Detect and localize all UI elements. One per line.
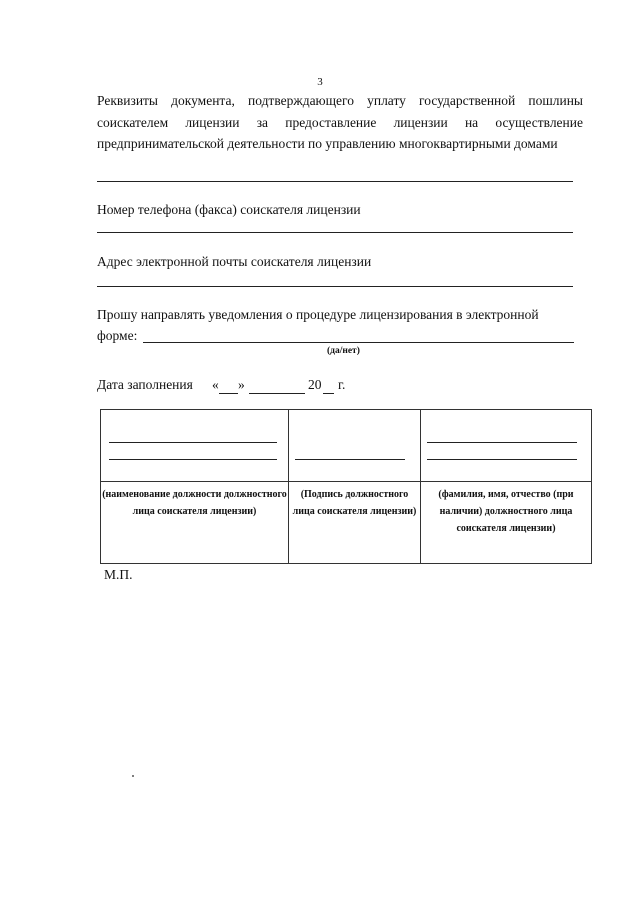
date-year-suffix: г. — [338, 377, 346, 392]
payment-details-label: Реквизиты документа, подтверждающего уплату государственной пошлины соискателем лицензии за предоставление лицензии на осуществление предпринимательской деятельности по управлению многоквартирными домами — [97, 93, 583, 151]
name-entry-cell[interactable] — [421, 410, 592, 482]
signature-table — [100, 409, 592, 564]
email-line[interactable] — [97, 286, 573, 287]
signature-entry-cell[interactable] — [289, 410, 421, 482]
name-line-2[interactable] — [427, 459, 577, 460]
payment-details-line[interactable] — [97, 181, 573, 182]
signature-caption: (Подпись должностного лица соискателя лицензии) — [292, 489, 417, 517]
name-line-1[interactable] — [427, 442, 577, 443]
date-open-quote: « — [212, 377, 219, 392]
position-entry-cell[interactable] — [101, 410, 289, 482]
date-month-field[interactable] — [249, 393, 305, 394]
date-day-field[interactable] — [219, 393, 238, 394]
stamp-label: М.П. — [104, 567, 133, 582]
date-year-field[interactable] — [323, 393, 334, 394]
notify-hint: (да/нет) — [327, 346, 360, 356]
position-line-1[interactable] — [109, 442, 277, 443]
email-label: Адрес электронной почты соискателя лицензии — [97, 254, 372, 269]
position-caption: (наименование должности должностного лица соискателя лицензии) — [102, 489, 287, 517]
notify-answer-line[interactable] — [143, 342, 574, 343]
date-year-prefix: 20 — [308, 377, 322, 392]
position-line-2[interactable] — [109, 459, 277, 460]
scan-speck — [132, 775, 134, 777]
date-close-quote: » — [238, 377, 245, 392]
signature-line[interactable] — [295, 459, 405, 460]
notify-label: Прошу направлять уведомления о процедуре лицензирования в электронной — [97, 307, 539, 322]
page-number: 3 — [317, 76, 323, 88]
phone-label: Номер телефона (факса) соискателя лицензии — [97, 202, 361, 217]
date-label: Дата заполнения — [97, 377, 193, 392]
name-caption: (фамилия, имя, отчество (при наличии) должностного лица соискателя лицензии) — [438, 489, 574, 534]
notify-form-label: форме: — [97, 328, 138, 343]
phone-line[interactable] — [97, 232, 573, 233]
